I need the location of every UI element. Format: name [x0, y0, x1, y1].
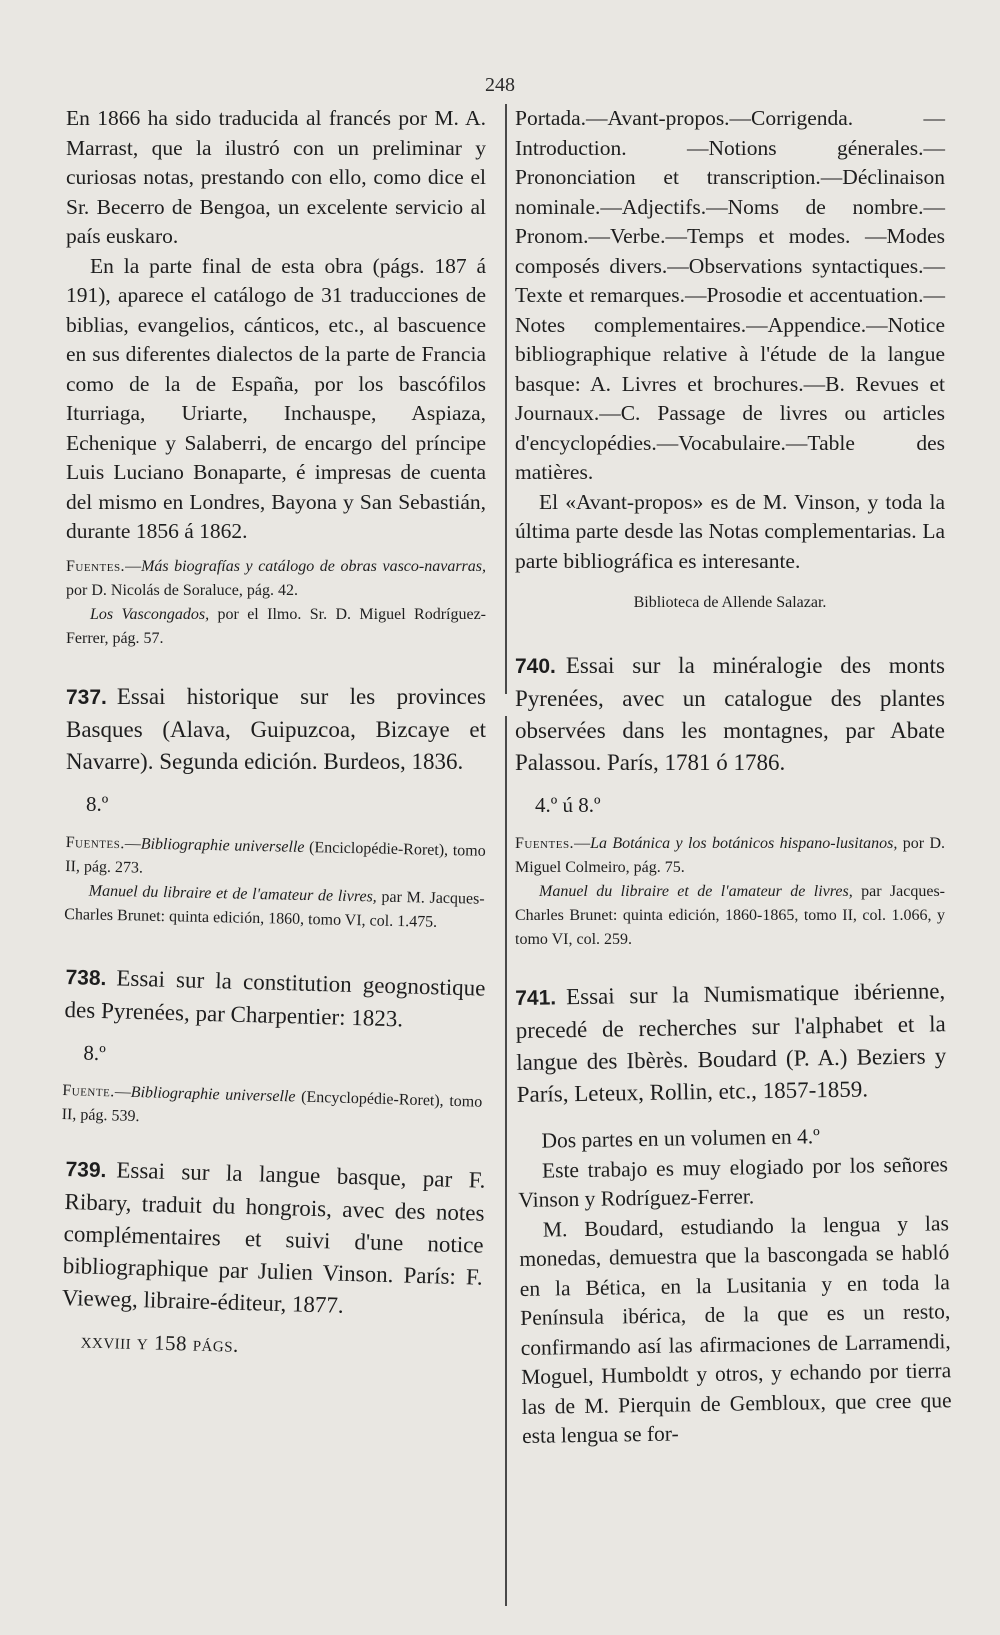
- sources: [64, 878, 485, 935]
- source-title: Más biografías y catálogo de obras vasco-navarras,: [141, 557, 486, 575]
- source-detail: par M. Jacques-Charles Brunet: quinta edición, 1860, tomo VI, col. 1.475.: [64, 888, 485, 931]
- entry-title-text: Essai sur la constitution geognostique des Pyrenées, par Charpentier: 1823.: [64, 964, 486, 1031]
- source-title: Bibliographie universelle: [130, 1083, 296, 1105]
- sources: [65, 831, 486, 888]
- source-title: Bibliographie universelle: [140, 835, 305, 856]
- sources: [515, 832, 945, 880]
- entry-format: 4.º ú 8.º: [535, 793, 601, 817]
- paragraph: Este trabajo es muy elogiado por los señores Vinson y Rodríguez-Ferrer.: [518, 1151, 949, 1212]
- source-title: Los Vascongados,: [90, 605, 210, 623]
- entry-title-text: Essai historique sur les provinces Basques (Alava, Guipuzcoa, Bizcaye et Navarre). Segunda edición. Burdeos, 1836.: [66, 683, 486, 774]
- paragraph: El «Avant-propos» es de M. Vinson, y toda la última parte desde las Notas complementarias. La parte bibliográfica es interesante.: [515, 489, 945, 573]
- entry-format: xxviii y 158 págs.: [80, 1327, 240, 1357]
- source-detail: (Enciclopédie-Roret), tomo II, pág. 273.: [65, 838, 486, 877]
- entry-number: 739.: [65, 1157, 107, 1182]
- paragraph: En la parte final de esta obra (págs. 187 á 191), aparece el catálogo de 31 traducciones de biblias, evangelios, cánticos, etc., al bascuence en sus diferentes dialectos de la parte de Francia como de la de España, por los bascófilos Iturriaga, Uriarte, Inchauspe, Aspiaza, Echenique y Salaberri, de encargo del príncipe Luis Luciano Bonaparte, é impresas de cuenta del mismo en Londres, Bayona y San Sebastián, durante 1856 á 1862.: [66, 253, 486, 543]
- paragraph: Dos partes en un volumen en 4.º: [541, 1124, 821, 1153]
- source-title: Manuel du libraire et de l'amateur de livres,: [88, 881, 377, 906]
- sources: [515, 880, 945, 952]
- entry-title: [515, 975, 947, 1111]
- paragraph: En 1866 ha sido traducida al francés por M. A. Marrast, que la ilustró con un preliminar y curiosas notas, prestando con ello, como dice el Sr. Becerro de Bengoa, un excelente servicio al país euskaro.: [66, 106, 486, 248]
- entry-number: 737.: [66, 685, 107, 709]
- source-detail: (Encyclopédie-Roret), tomo II, pág. 539.: [61, 1087, 483, 1125]
- entry-738: [61, 961, 485, 1139]
- sources: [66, 555, 486, 603]
- entry-sources: [64, 831, 486, 936]
- entry-number: 738.: [65, 965, 107, 990]
- entry-title: [66, 681, 486, 778]
- column-divider: [505, 104, 507, 694]
- source-title: Manuel du libraire et de l'amateur de livres,: [539, 883, 853, 900]
- paragraph: M. Boudard, estudiando la lengua y las monedas, demuestra que la bascongada se habló en la Bética, en la Lusitania y en toda la Península ibérica, de la que es un resto, confirmando así las afirmaciones de Larramendi, Moguel, Humboldt y otros, y echando por tierra las de M. Pierquin de Gembloux, que cree que esta lengua se for-: [519, 1210, 952, 1448]
- sources-label: Fuente.: [62, 1081, 116, 1100]
- library-credit: Biblioteca de Allende Salazar.: [633, 594, 827, 611]
- paragraph: Portada.—Avant-propos.—Corrigenda. —Introduction. —Notions génerales.—Prononciation et transcription.—Déclinaison nominale.—Adjectifs.—Noms de nombre.—Pronom.—Verbe.—Temps et modes. —Modes composés divers.—Observations syntactiques.—Texte et remarques.—Prosodie et accentuation.—Notes complementaires.—Appendice.—Notice bibliographique relative à l'étude de la langue basque: A. Livres et brochures.—B. Revues et Journaux.—C. Passage de livres ou articles d'encyclopédies.—Vocabulaire.—Table des matières.: [515, 106, 945, 484]
- dash: —: [124, 834, 141, 853]
- entry-737: [64, 681, 486, 931]
- entry-format: 8.º: [86, 791, 109, 816]
- sources: [61, 1078, 482, 1138]
- sources-label: Fuentes.: [65, 833, 125, 852]
- entry-format: 8.º: [83, 1040, 107, 1065]
- source-detail: por el Ilmo. Sr. D. Miguel Rodríguez-Ferrer, pág. 57.: [66, 605, 486, 647]
- entry-title: [62, 1153, 486, 1326]
- right-column: [515, 104, 952, 1452]
- dash: —: [114, 1082, 132, 1101]
- source-title: La Botánica y los botánicos hispano-lusitanos,: [590, 835, 898, 852]
- dash: —: [574, 835, 591, 852]
- entry-title-text: Essai sur la Numismatique ibérienne, precedé de recherches sur l'alphabet et la langue des Ibèrès. Boudard (P. A.) Beziers y París, Leteux, Rollin, etc., 1857-1859.: [515, 978, 947, 1107]
- sources: [66, 603, 486, 651]
- source-detail: por D. Miguel Colmeiro, pág. 75.: [515, 835, 945, 876]
- source-detail: par Jacques-Charles Brunet: quinta edición, 1860-1865, tomo II, col. 1.066, y tomo VI, col. 259.: [515, 883, 946, 948]
- page-number: 248: [485, 74, 515, 96]
- column-divider-lower: [505, 716, 507, 1606]
- sources-label: Fuentes.: [66, 557, 126, 575]
- entry-title: [64, 961, 486, 1038]
- entry-740: [515, 650, 945, 952]
- source-detail: por D. Nicolás de Soraluce, pág. 42.: [66, 581, 298, 599]
- entry-741: [515, 975, 952, 1451]
- entry-number: 741.: [515, 986, 557, 1010]
- entry-title: [515, 650, 945, 779]
- sources-label: Fuentes.: [515, 835, 575, 852]
- entry-title-text: Essai sur la langue basque, par F. Ribary, traduit du hongrois, avec des notes complémentaires et suivi d'une notice bibliographique par Julien Vinson. París: F. Vieweg, libraire-éditeur, 1877.: [61, 1156, 486, 1318]
- left-column: [61, 104, 486, 1367]
- dash: —: [125, 557, 142, 575]
- entry-number: 740.: [515, 655, 556, 678]
- entry-739: [60, 1153, 485, 1365]
- entry-title-text: Essai sur la minéralogie des monts Pyrenées, avec un catalogue des plantes observées dans les montagnes, par Abate Palassou. París, 1781 ó 1786.: [515, 653, 945, 775]
